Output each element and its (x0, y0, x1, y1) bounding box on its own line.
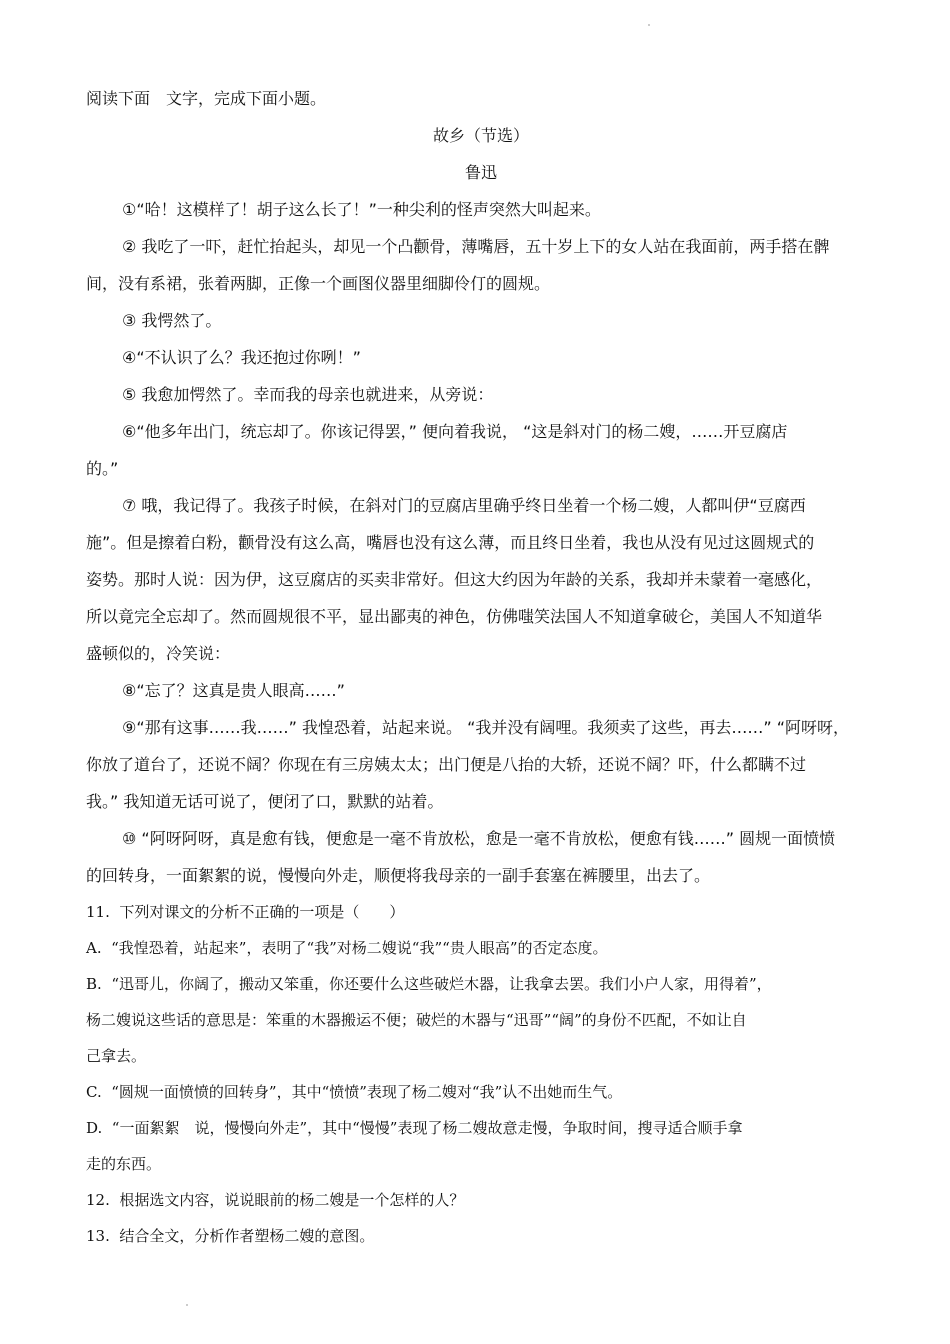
paragraph-3: ③ 我愕然了。 (122, 311, 222, 330)
paragraph-9-line-3: 我。” 我知道无话可说了，便闭了口，默默的站着。 (86, 792, 444, 811)
question-11: 11. 下列对课文的分析不正确的一项是（ ） (86, 903, 405, 921)
passage-title: 故乡（节选） (432, 126, 529, 145)
option-d-line-1: D. “一面絮絮 说，慢慢向外走”，其中“慢慢”表现了杨二嫂故意走慢，争取时间，搜寻适合顺手拿 (86, 1119, 743, 1137)
question-12: 12. 根据选文内容，说说眼前的杨二嫂是一个怎样的人？ (86, 1191, 465, 1209)
document-page (86, 80, 876, 1254)
option-c: C. “圆规一面愤愤的回转身”，其中“愤愤”表现了杨二嫂对“我”认不出她而生气。 (86, 1083, 623, 1101)
paragraph-5: ⑤ 我愈加愕然了。幸而我的母亲也就进来，从旁说： (122, 385, 494, 404)
paragraph-6-line-2: 的。” (86, 459, 119, 478)
option-b-line-3: 己拿去。 (86, 1047, 147, 1065)
paragraph-2-line-1: ② 我吃了一吓，赶忙抬起头，却见一个凸颧骨，薄嘴唇，五十岁上下的女人站在我面前，两手搭在髀 (122, 237, 830, 256)
option-a: A. “我惶恐着，站起来”，表明了“我”对杨二嫂说“我”“贵人眼高”的否定态度。 (86, 939, 608, 957)
paragraph-9-line-2: 你放了道台了，还说不阔？你现在有三房姨太太；出门便是八抬的大轿，还说不阔？吓，什么都瞒不过 (86, 755, 807, 774)
paragraph-1: ①“哈！这模样了！胡子这么长了！”一种尖利的怪声突然大叫起来。 (122, 200, 601, 219)
paragraph-4: ④“不认识了么？我还抱过你咧！” (122, 348, 361, 367)
scan-dot-top (648, 24, 650, 26)
paragraph-7-line-1: ⑦ 哦，我记得了。我孩子时候，在斜对门的豆腐店里确乎终日坐着一个杨二嫂，人都叫伊“豆腐西 (122, 496, 806, 515)
paragraph-7-line-3: 姿势。那时人说：因为伊，这豆腐店的买卖非常好。但这大约因为年龄的关系，我却并未蒙着一毫感化， (86, 570, 823, 589)
option-d-line-2: 走的东西。 (86, 1155, 162, 1173)
paragraph-8: ⑧“忘了？这真是贵人眼高……” (122, 681, 345, 700)
paragraph-10-line-1: ⑩ “阿呀阿呀，真是愈有钱，便愈是一毫不肯放松，愈是一毫不肯放松，便愈有钱……” 圆规一面愤愤 (122, 829, 836, 848)
instruction: 阅读下面 文字，完成下面小题。 (86, 89, 327, 108)
passage-body (86, 191, 876, 894)
questions (86, 894, 876, 1254)
paragraph-7-line-5: 盛顿似的，冷笑说： (86, 644, 231, 663)
question-13: 13. 结合全文，分析作者塑杨二嫂的意图。 (86, 1227, 375, 1245)
scan-dot-bottom (186, 1304, 188, 1306)
paragraph-7-line-4: 所以竟完全忘却了。然而圆规很不平，显出鄙夷的神色，仿佛嗤笑法国人不知道拿破仑，美国人不知道华 (86, 607, 823, 626)
paragraph-7-line-2: 施”。但是擦着白粉，颧骨没有这么高，嘴唇也没有这么薄，而且终日坐着，我也从没有见过这圆规式的 (86, 533, 815, 552)
passage-author: 鲁迅 (464, 163, 497, 182)
paragraph-9-line-1: ⑨“那有这事……我……” 我惶恐着，站起来说。 “我并没有阔哩。我须卖了这些，再去……” “阿呀呀， (122, 718, 850, 737)
option-b-line-1: B. “迅哥儿，你阔了，搬动又笨重，你还要什么这些破烂木器，让我拿去罢。我们小户人家，用得着”， (86, 975, 772, 993)
paragraph-2-line-2: 间，没有系裙，张着两脚，正像一个画图仪器里细脚伶仃的圆规。 (86, 274, 551, 293)
option-b-line-2: 杨二嫂说这些话的意思是：笨重的木器搬运不便；破烂的木器与“迅哥”“阔”的身份不匹配，不如让自 (86, 1011, 747, 1029)
paragraph-6-line-1: ⑥“他多年出门，统忘却了。你该记得罢，” 便向着我说， “这是斜对门的杨二嫂，……开豆腐店 (122, 422, 788, 441)
paragraph-10-line-2: 的回转身，一面絮絮的说，慢慢向外走，顺便将我母亲的一副手套塞在裤腰里，出去了。 (86, 866, 711, 885)
